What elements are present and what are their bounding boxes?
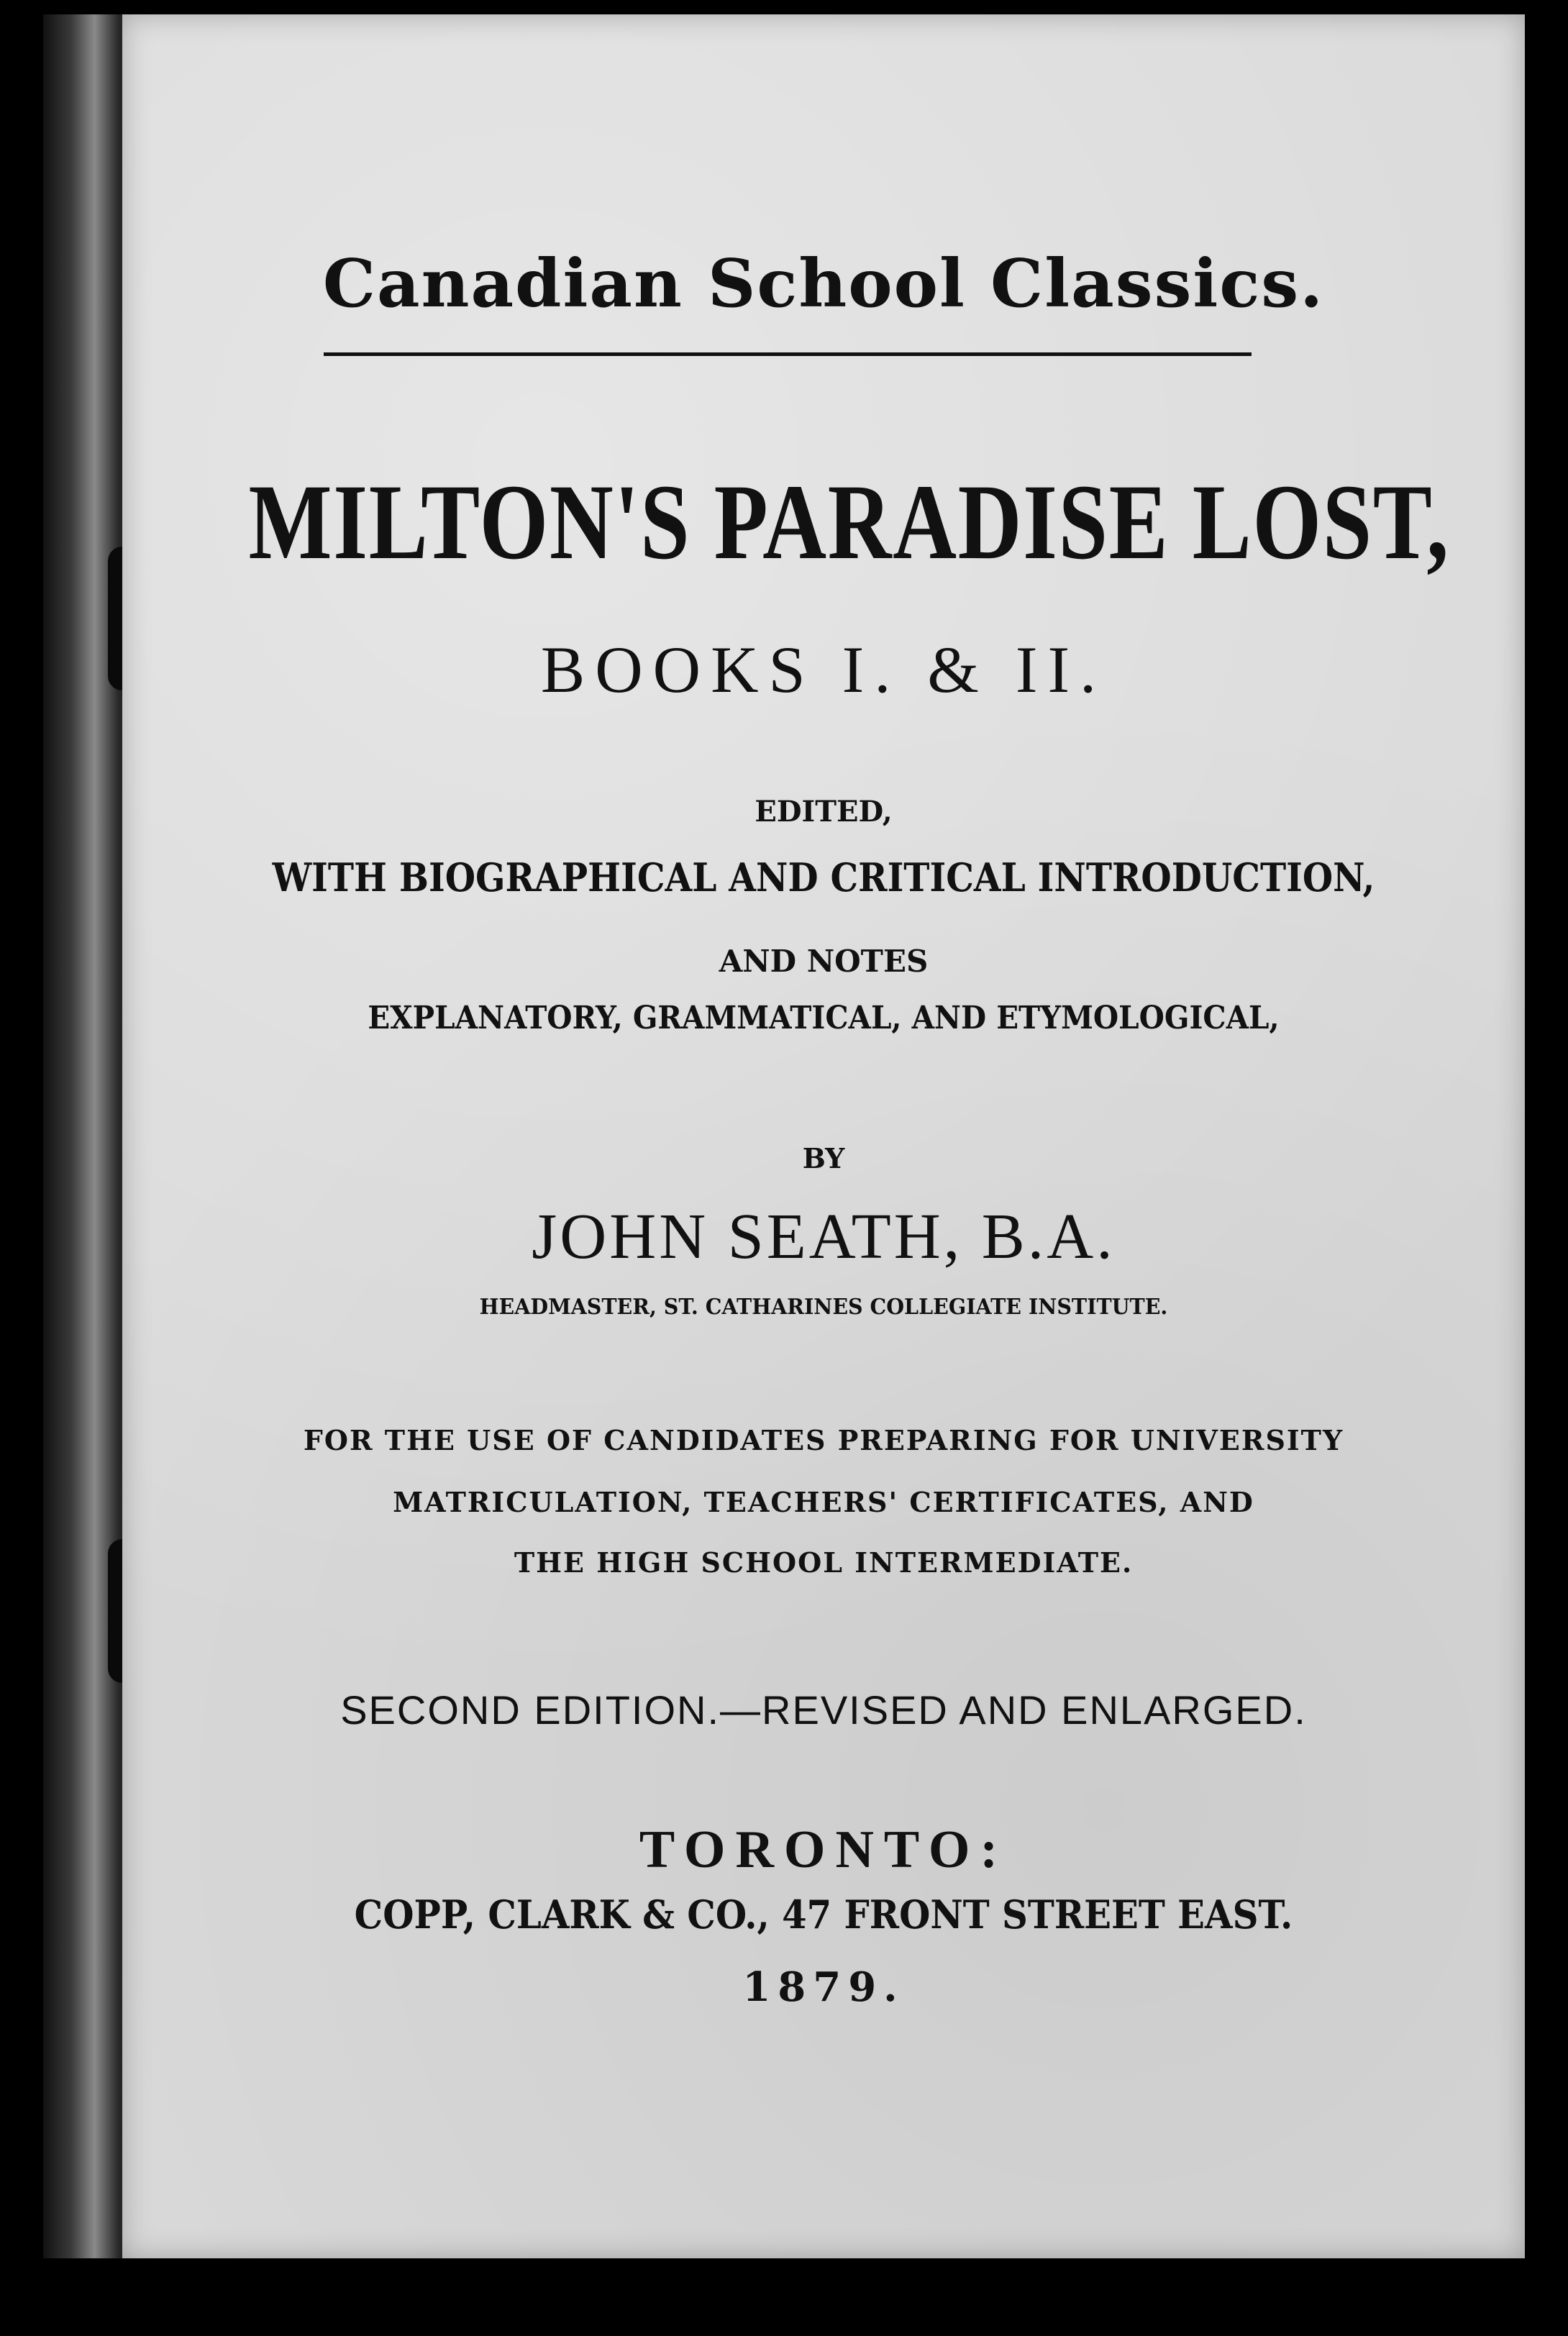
imprint-year: 1879. [742, 1963, 905, 2011]
imprint-city: TORONTO: [639, 1820, 1008, 1879]
by-label: BY [802, 1142, 845, 1174]
series-divider-rule [324, 352, 1252, 356]
title-page-paper [122, 14, 1525, 2258]
notes-label: AND NOTES [719, 944, 929, 979]
edition-statement: SECOND EDITION.—REVISED AND ENLARGED. [340, 1687, 1307, 1733]
introduction-line: WITH BIOGRAPHICAL AND CRITICAL INTRODUCTION, [272, 854, 1375, 900]
edited-label: EDITED, [755, 795, 893, 829]
purpose-line: FOR THE USE OF CANDIDATES PREPARING FOR UNIVERSITY [303, 1424, 1344, 1456]
series-name: Canadian School Classics. [322, 245, 1325, 322]
notes-kinds-line: EXPLANATORY, GRAMMATICAL, AND ETYMOLOGICAL, [368, 1000, 1280, 1036]
book-title: MILTON'S PARADISE LOST, [248, 462, 1450, 582]
imprint-publisher: COPP, CLARK & CO., 47 FRONT STREET EAST. [354, 1892, 1293, 1938]
book-volumes: BOOKS I. & II. [540, 633, 1107, 706]
author-name: JOHN SEATH, B.A. [532, 1201, 1116, 1272]
author-position: HEADMASTER, ST. CATHARINES COLLEGIATE INSTITUTE. [479, 1295, 1168, 1320]
purpose-line: MATRICULATION, TEACHERS' CERTIFICATES, AND [393, 1486, 1254, 1518]
purpose-line: THE HIGH SCHOOL INTERMEDIATE. [514, 1546, 1134, 1579]
